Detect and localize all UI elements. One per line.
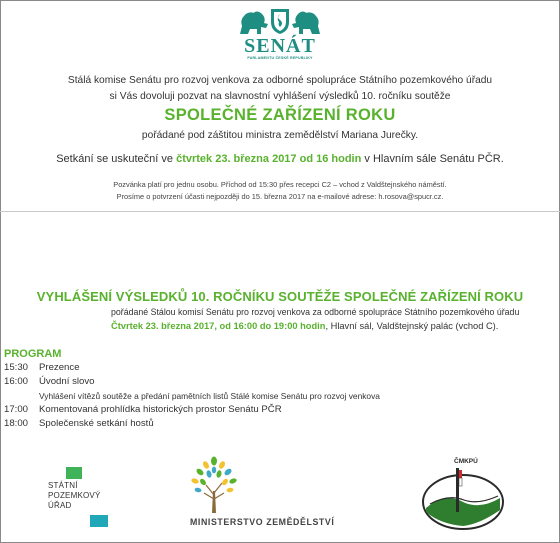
program-item-desc: Komentovaná prohlídka historických prostor Senátu PČR [39, 404, 282, 415]
ministry-logo-text: MINISTERSTVO ZEMĚDĚLSTVÍ [190, 517, 335, 527]
program-item [4, 362, 80, 373]
program-item-time: 18:00 [4, 418, 29, 429]
cmkpu-label: ČMKPÚ [454, 458, 478, 465]
meeting-prefix: Setkání se uskuteční ve [56, 153, 174, 165]
senat-logo-subtitle: PARLAMENTU ČESKÉ REPUBLIKY [247, 56, 313, 60]
spu-line-1: STÁTNÍ [48, 481, 78, 490]
intro-line-1: Stálá komise Senátu pro rozvoj venkova za odborné spolupráce Státního pozemkového úřadu [67, 75, 493, 86]
program-item-time: 17:00 [4, 404, 29, 415]
program-heading: PROGRAM [4, 348, 62, 360]
program-item-time: 15:30 [4, 362, 29, 373]
event-datetime: Čtvrtek 23. března 2017, od 16:00 do 19:00 hodin [111, 321, 326, 331]
ministry-logo [176, 455, 366, 535]
ministry-tree-icon [176, 455, 366, 515]
spu-logo-text [48, 481, 100, 511]
event-venue: , Hlavní sál, Valdštejnský palác (vchod C). [325, 321, 499, 331]
program-item-desc: Prezence [39, 362, 80, 373]
spu-line-2: POZEMKOVÝ [48, 491, 101, 500]
note-line-2: Prosíme o potvrzení účasti nejpozději do 15. března 2017 na e-mailové adrese: h.rosova@spucr.cz. [116, 192, 444, 201]
program-item-desc: Společenské setkání hostů [39, 418, 154, 429]
organizer-line: pořádané Stálou komisí Senátu pro rozvoj venkova za odborné spolupráce Státního pozemkového úřadu [111, 307, 520, 317]
spu-line-3: ÚŘAD [48, 501, 72, 510]
program-item [4, 404, 282, 415]
note-line-1: Pozvánka platí pro jednu osobu. Příchod od 15:30 přes recepci C2 – vchod z Valdštejnského náměstí. [113, 180, 447, 189]
program-item-desc-continued: Vyhlášení vítězů soutěže a předání pamětních listů Stálé komise Senátu pro rozvoj venkova [39, 391, 380, 401]
spu-green-square-icon [66, 467, 82, 479]
program-item [4, 418, 154, 429]
program-item-time: 16:00 [4, 376, 29, 387]
program-item [4, 376, 94, 387]
patronage-line: pořádané pod záštitou ministra zemědělství Mariana Jurečky. [141, 130, 419, 141]
senat-logo [0, 6, 560, 61]
cmkpu-landscape-icon [420, 458, 506, 534]
meeting-datetime: čtvrtek 23. března 2017 od 16 hodin [176, 153, 362, 165]
intro-line-2: si Vás dovoluji pozvat na slavnostní vyhlášení výsledků 10. ročníku soutěže [109, 91, 451, 102]
meeting-place: v Hlavním sále Senátu PČR. [364, 153, 504, 165]
card-divider [0, 211, 560, 212]
program-card-title: VYHLÁŠENÍ VÝSLEDKŮ 10. ROČNÍKU SOUTĚŽE SPOLEČNÉ ZAŘÍZENÍ ROKU [36, 289, 524, 304]
invitation-intro [0, 73, 560, 105]
spu-logo [42, 467, 122, 529]
invitation-notes [0, 179, 560, 203]
cmkpu-logo [420, 458, 506, 534]
meeting-line [0, 153, 560, 165]
program-item-desc: Úvodní slovo [39, 376, 95, 387]
senat-logo-text: SENÁT [244, 35, 316, 57]
event-datetime-line [111, 321, 498, 331]
spu-teal-square-icon [90, 515, 108, 527]
event-title: SPOLEČNÉ ZAŘÍZENÍ ROKU [164, 106, 396, 124]
senat-emblem-icon [234, 6, 326, 36]
